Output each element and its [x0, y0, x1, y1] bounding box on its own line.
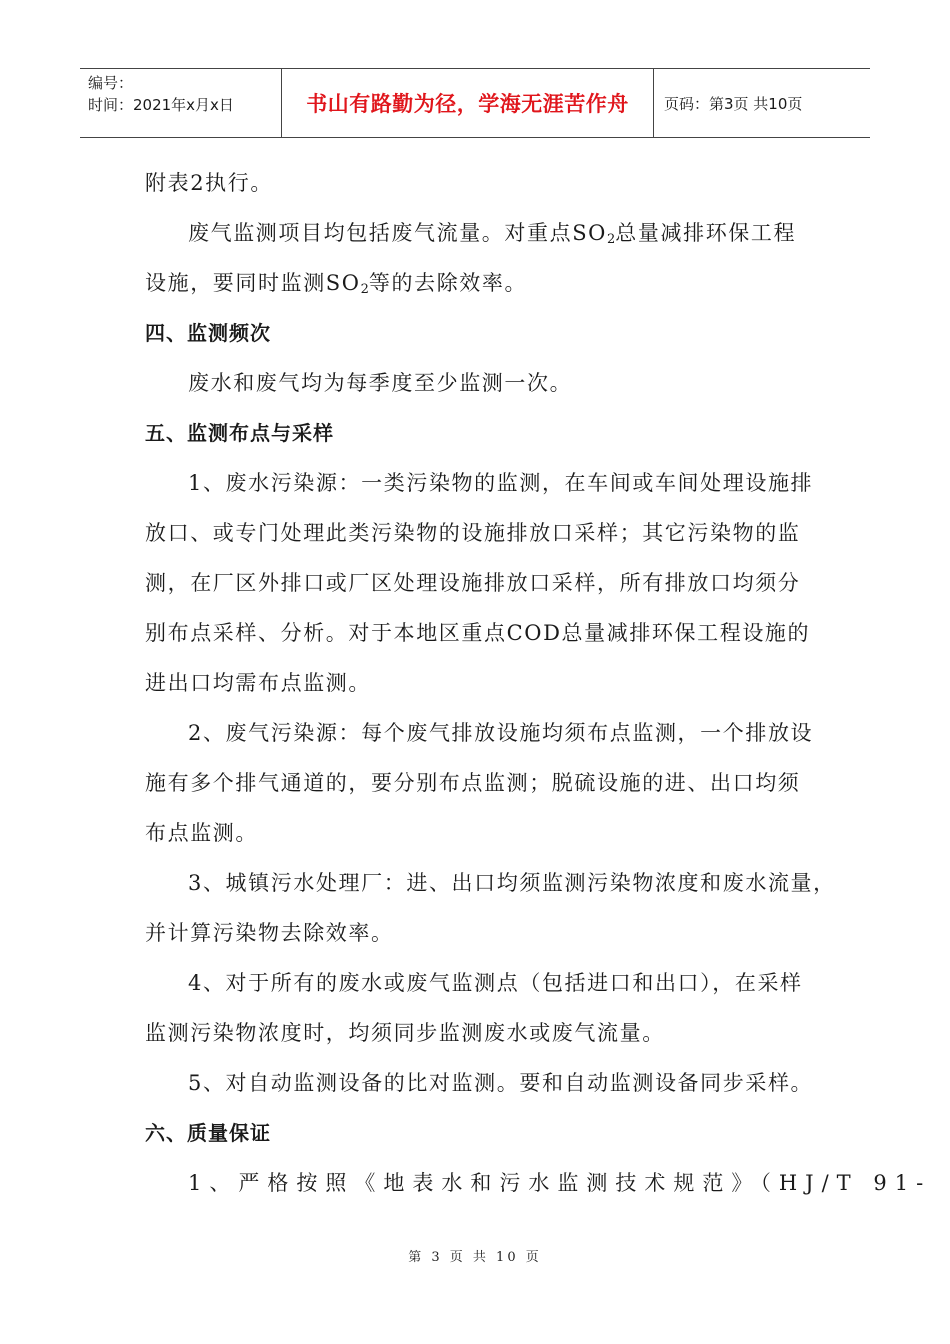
- text-run: 废气监测项目均包括废气流量。对重点SO: [188, 221, 608, 245]
- section-heading: 六、质量保证: [145, 1121, 271, 1145]
- paragraph-line: 2、废气污染源：每个废气排放设施均须布点监测，一个排放设: [188, 721, 814, 745]
- paragraph-line: [145, 212, 810, 262]
- paragraph-line: 废水和废气均为每季度至少监测一次。: [188, 371, 573, 395]
- text-run: 总量减排环保工程: [615, 221, 797, 245]
- header-page-number: 页码：第3页 共10页: [664, 94, 803, 113]
- paragraph-line: 附表2执行。: [145, 171, 273, 195]
- subscript: 2: [360, 282, 369, 297]
- paragraph-line: 施有多个排气通道的，要分别布点监测；脱硫设施的进、出口均须: [145, 771, 801, 795]
- page-footer: 第 3 页 共 10 页: [408, 1250, 542, 1265]
- header-meta: [80, 69, 282, 137]
- paragraph-line: 测，在厂区外排口或厂区处理设施排放口采样，所有排放口均须分: [145, 571, 801, 595]
- paragraph-line: 并计算污染物去除效率。: [145, 921, 394, 945]
- text-run: 设施，要同时监测SO: [145, 271, 361, 295]
- paragraph-line: 放口、或专门处理此类污染物的设施排放口采样；其它污染物的监: [145, 521, 801, 545]
- paragraph-line: 1、废水污染源：一类污染物的监测，在车间或车间处理设施排: [188, 471, 814, 495]
- header-motto: 书山有路勤为径，学海无涯苦作舟: [282, 69, 654, 137]
- section-heading: 四、监测频次: [145, 321, 271, 345]
- section-heading: 五、监测布点与采样: [145, 421, 334, 445]
- paragraph-line: 1、严格按照《地表水和污水监测技术规范》（HJ/T 91-: [188, 1171, 932, 1195]
- paragraph-line: 进出口均需布点监测。: [145, 671, 371, 695]
- paragraph-line: 监测污染物浓度时，均须同步监测废水或废气流量。: [145, 1021, 665, 1045]
- document-date-label: 时间：2021年x月x日: [88, 96, 234, 114]
- text-run: 等的去除效率。: [368, 271, 528, 295]
- document-number-label: 编号：: [88, 74, 134, 92]
- document-body: [145, 162, 932, 1212]
- paragraph-line: 4、对于所有的废水或废气监测点（包括进口和出口），在采样: [188, 971, 803, 995]
- paragraph-line: 5、对自动监测设备的比对监测。要和自动监测设备同步采样。: [188, 1071, 814, 1095]
- subscript: 2: [607, 232, 616, 247]
- paragraph-line: 3、城镇污水处理厂：进、出口均须监测污染物浓度和废水流量，: [188, 871, 836, 895]
- page-header: [80, 68, 870, 138]
- paragraph-line: 布点监测。: [145, 821, 258, 845]
- paragraph-line: [145, 262, 810, 312]
- paragraph-line: 别布点采样、分析。对于本地区重点COD总量减排环保工程设施的: [145, 621, 811, 645]
